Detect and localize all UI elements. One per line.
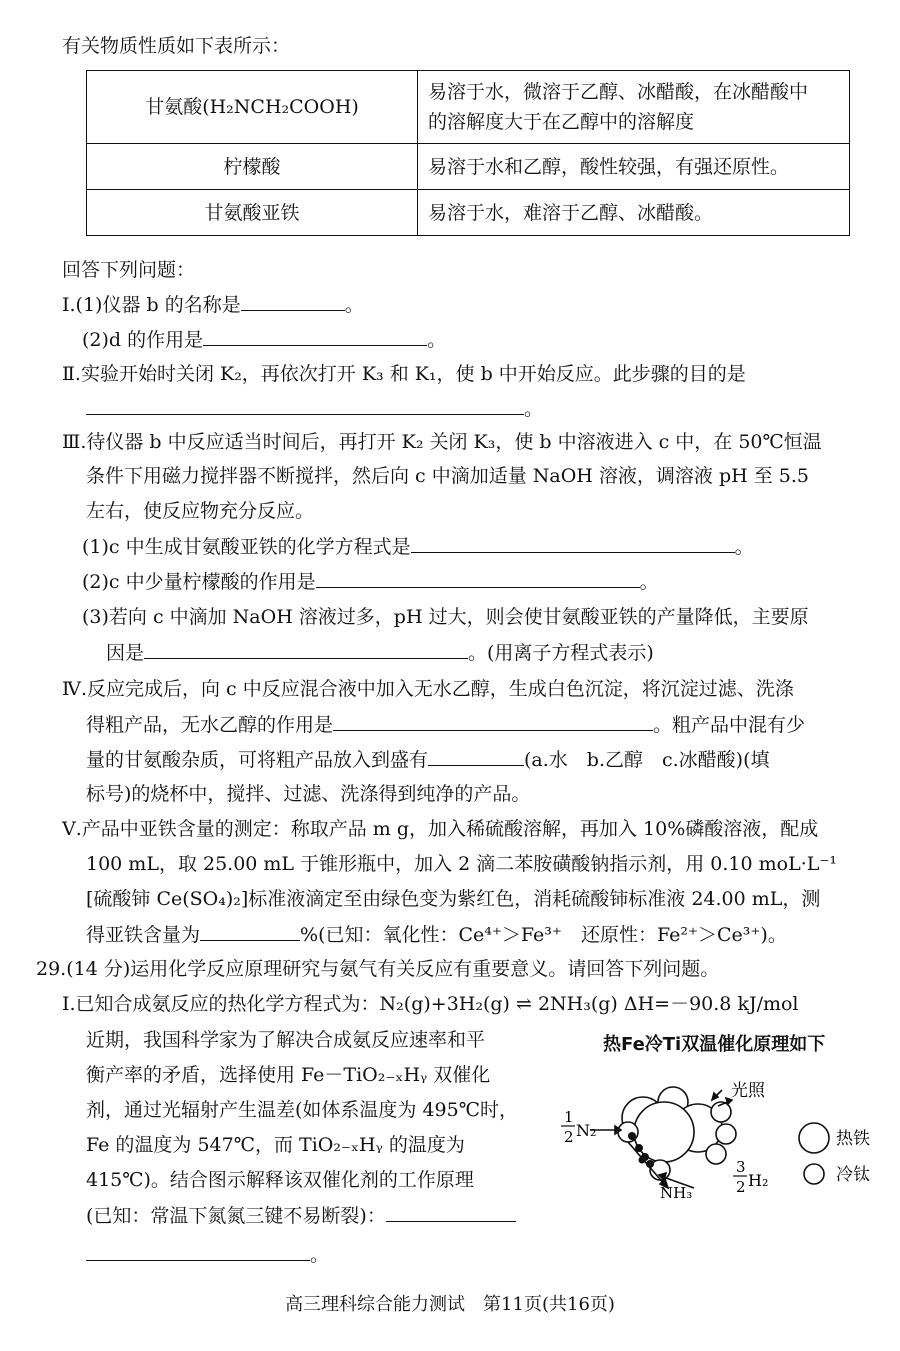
question-29-1-equation: Ⅰ.已知合成氨反应的热化学方程式为：N₂(g)+3H₂(g) ⇌ 2NH₃(g) ΔH=－90.8 kJ/mol — [62, 993, 799, 1015]
answer-blank[interactable] — [316, 567, 640, 588]
answer-blank[interactable] — [428, 745, 524, 766]
cold-ti-sphere — [706, 1144, 726, 1164]
question-3-line-1: Ⅲ.待仪器 b 中反应适当时间后，再打开 K₂ 关闭 K₃，使 b 中溶液进入 c 中，在 50℃恒温 — [62, 431, 822, 453]
properties-table — [86, 70, 850, 236]
answer-blank[interactable] — [86, 394, 524, 415]
n2-label: N₂ — [576, 1121, 597, 1140]
table-row — [87, 71, 850, 144]
question-4-line-1: Ⅳ.反应完成后，向 c 中反应混合液中加入无水乙醇，生成白色沉淀，将沉淀过滤、洗涤 — [62, 678, 794, 700]
question-29-1-line-4: 剂，通过光辐射产生温差(如体系温度为 495℃时， — [86, 1099, 518, 1121]
svg-text:2: 2 — [564, 1128, 574, 1146]
cold-ti-legend: 冷钛 — [836, 1165, 870, 1185]
substance-property: 易溶于水，难溶于乙醇、冰醋酸。 — [418, 190, 850, 236]
page-footer: 高三理科综合能力测试 第11页(共16页) — [285, 1294, 615, 1315]
intro-line: 有关物质性质如下表所示： — [62, 35, 291, 57]
question-4-line-3: 量的甘氨酸杂质，可将粗产品放入到盛有 (a.水 b.乙醇 c.冰醋酸)(填 — [86, 745, 770, 774]
question-3-1: (1)c 中生成甘氨酸亚铁的化学方程式是 。 — [82, 532, 754, 561]
question-4-line-2: 得粗产品，无水乙醇的作用是 。粗产品中混有少 — [86, 710, 805, 739]
question-3-3-line-2: 因是 。(用离子方程式表示) — [106, 638, 654, 667]
question-1-1: Ⅰ.(1)仪器 b 的名称是 。 — [62, 290, 364, 319]
cold-ti-sphere — [716, 1124, 736, 1144]
question-5-line-1: Ⅴ.产品中亚铁含量的测定：称取产品 m g，加入稀硫酸溶解，再加入 10%磷酸溶液，配成 — [62, 818, 819, 840]
svg-text:2: 2 — [736, 1178, 746, 1196]
cold-ti-sphere — [618, 1122, 638, 1142]
answer-blank[interactable] — [241, 290, 345, 311]
question-5-line-4: 得亚铁含量为 %(已知：氧化性：Ce⁴⁺＞Fe³⁺ 还原性：Fe²⁺＞Ce³⁺)。 — [86, 920, 787, 949]
answer-blank[interactable] — [200, 920, 300, 941]
hot-iron-legend: 热铁 — [836, 1129, 870, 1149]
figure-title: 热Fe冷Ti双温催化原理如下 — [603, 1034, 826, 1055]
cold-ti-legend-sphere — [804, 1164, 824, 1184]
answer-blank[interactable] — [144, 638, 468, 659]
hot-iron-legend-sphere — [799, 1123, 829, 1153]
question-29-1-blank-line: 。 — [86, 1240, 329, 1269]
substance-name: 甘氨酸亚铁 — [87, 190, 418, 236]
answer-blank[interactable] — [203, 325, 427, 346]
question-29-header: 29.(14 分)运用化学反应原理研究与氨气有关反应有重要意义。请回答下列问题。 — [36, 958, 720, 980]
answer-blank[interactable] — [411, 532, 735, 553]
question-29-1-line-5: Fe 的温度为 547℃，而 TiO₂₋ₓHᵧ 的温度为 — [86, 1134, 465, 1156]
question-29-1-line-2: 近期，我国科学家为了解决合成氨反应速率和平 — [86, 1029, 486, 1051]
question-3-line-3: 左右，使反应物充分反应。 — [86, 500, 315, 522]
table-row — [87, 144, 850, 190]
question-29-1-line-3: 衡产率的矛盾，选择使用 Fe－TiO₂₋ₓHᵧ 双催化 — [86, 1064, 491, 1086]
substance-name: 柠檬酸 — [87, 144, 418, 190]
question-3-2: (2)c 中少量柠檬酸的作用是 。 — [82, 567, 659, 596]
question-3-3-line-1: (3)若向 c 中滴加 NaOH 溶液过多，pH 过大，则会使甘氨酸亚铁的产量降低，主要原 — [82, 606, 809, 628]
substance-property: 易溶于水，微溶于乙醇、冰醋酸，在冰醋酸中 的溶解度大于在乙醇中的溶解度 — [418, 71, 850, 144]
substance-property: 易溶于水和乙醇，酸性较强，有强还原性。 — [418, 144, 850, 190]
question-29-1-line-7: (已知：常温下氮氮三键不易断裂)： — [86, 1201, 516, 1230]
question-1-2: (2)d 的作用是 。 — [82, 325, 446, 354]
question-5-line-3: [硫酸铈 Ce(SO₄)₂]标准液滴定至由绿色变为紫红色，消耗硫酸铈标准液 24.00 mL，测 — [86, 888, 821, 910]
question-2-blank-line: 。 — [86, 394, 543, 423]
answer-blank[interactable] — [333, 710, 653, 731]
answer-prompt: 回答下列问题： — [62, 259, 196, 281]
catalyst-diagram — [546, 1030, 876, 1210]
svg-text:3: 3 — [736, 1158, 746, 1176]
table-row — [87, 190, 850, 236]
question-29-1-line-6: 415℃)。结合图示解释该双催化剂的工作原理 — [86, 1169, 474, 1191]
h2-label: H₂ — [748, 1171, 769, 1190]
nh3-label: NH₃ — [660, 1184, 693, 1202]
question-4-line-4: 标号)的烧杯中，搅拌、过滤、洗涤得到纯净的产品。 — [86, 783, 531, 805]
question-5-line-2: 100 mL，取 25.00 mL 于锥形瓶中，加入 2 滴二苯胺磺酸钠指示剂，用 0.10 moL·L⁻¹ — [86, 853, 838, 875]
svg-text:1: 1 — [564, 1108, 574, 1126]
hot-iron-sphere — [634, 1102, 694, 1162]
question-2: Ⅱ.实验开始时关闭 K₂，再依次打开 K₃ 和 K₁，使 b 中开始反应。此步骤的目的是 — [62, 363, 746, 385]
substance-name: 甘氨酸(H₂NCH₂COOH) — [87, 71, 418, 144]
light-label: 光照 — [731, 1081, 765, 1101]
question-3-line-2: 条件下用磁力搅拌器不断搅拌，然后向 c 中滴加适量 NaOH 溶液，调溶液 pH 至 5.5 — [86, 465, 809, 487]
answer-blank[interactable] — [86, 1240, 310, 1261]
answer-blank[interactable] — [386, 1201, 516, 1222]
